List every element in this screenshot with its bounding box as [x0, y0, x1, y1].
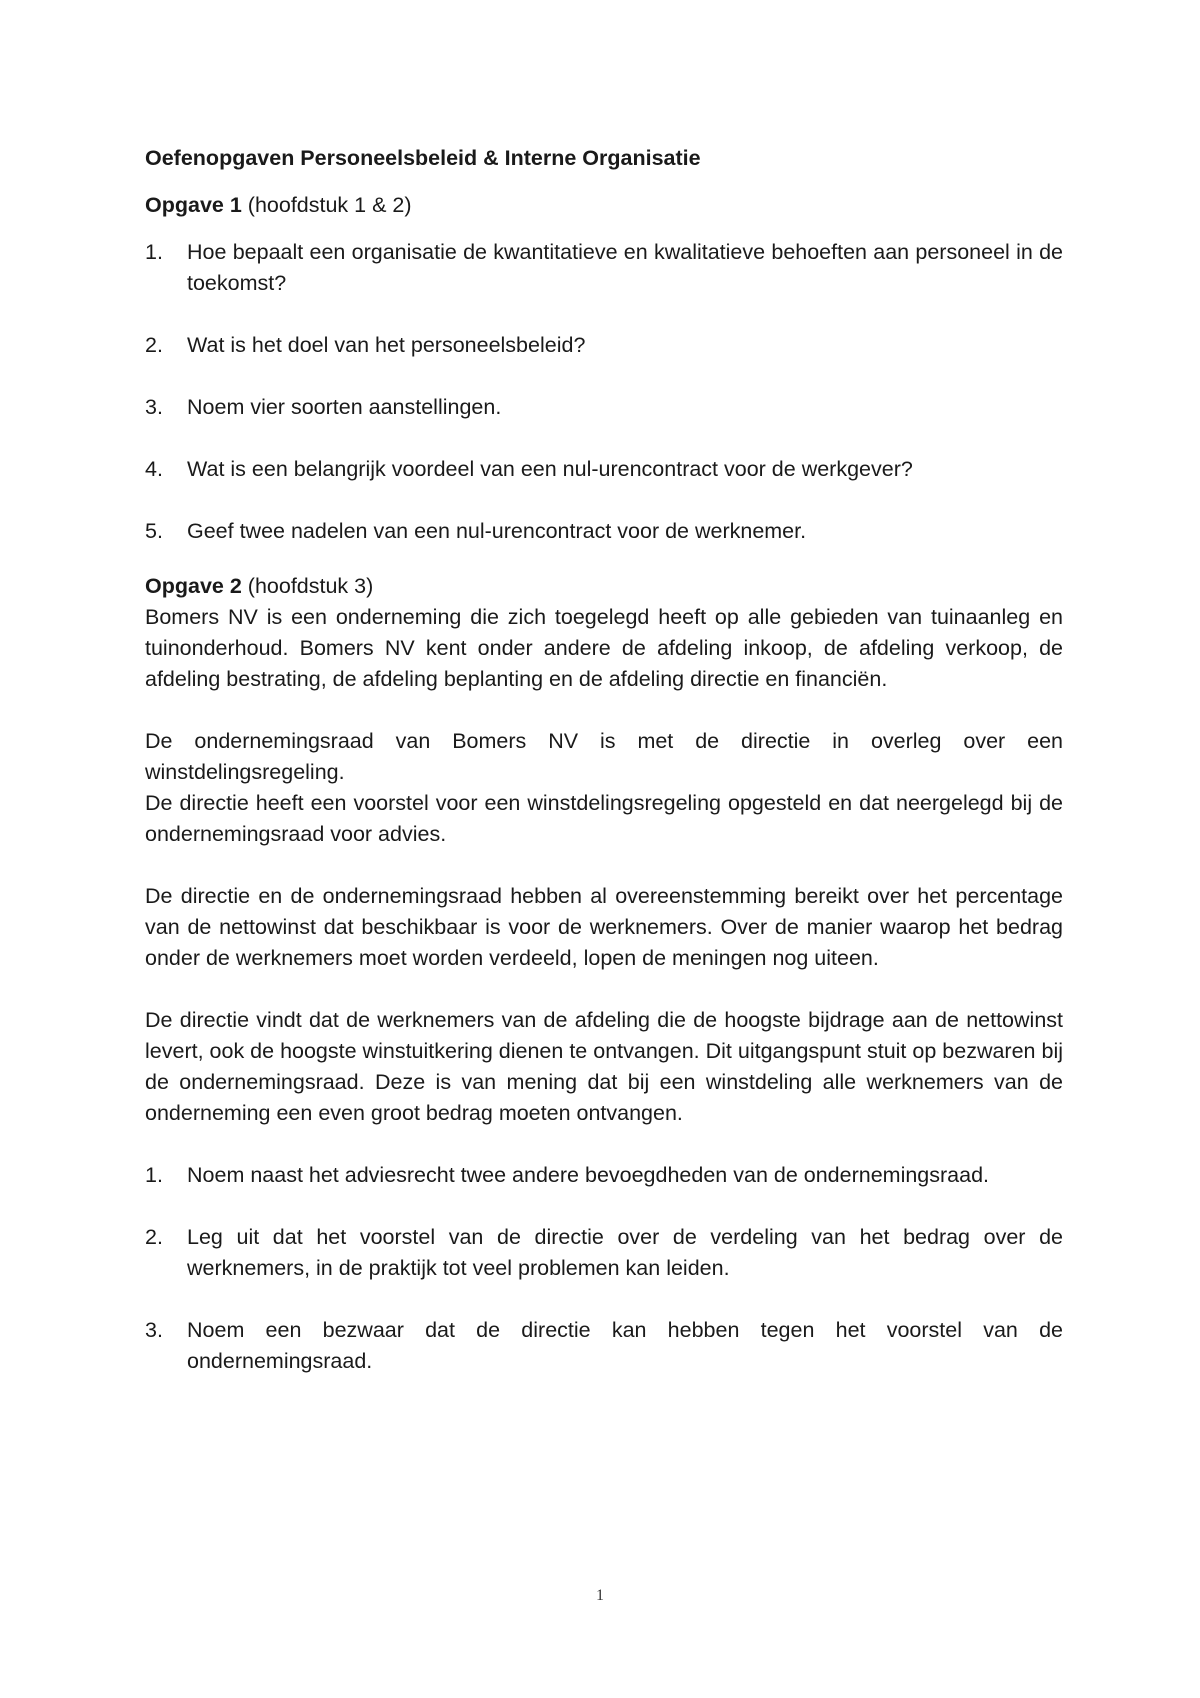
- question-number: 5.: [145, 519, 163, 543]
- opgave1-question-list: [145, 237, 1063, 547]
- question-text: Leg uit dat het voorstel van de directie over de verdeling van het bedrag over de werknemers, in de praktijk tot veel problemen kan leiden.: [187, 1225, 1063, 1280]
- opgave1-label: Opgave 1: [145, 193, 242, 217]
- question-text: Wat is het doel van het personeelsbeleid?: [187, 333, 586, 357]
- list-item: [145, 1222, 1063, 1284]
- question-text: Noem een bezwaar dat de directie kan hebben tegen het voorstel van de ondernemingsraad.: [187, 1318, 1063, 1373]
- case-paragraph: De directie vindt dat de werknemers van de afdeling die de hoogste bijdrage aan de nettowinst levert, ook de hoogste winstuitkering dienen te ontvangen. Dit uitgangspunt stuit op bezwaren bij de ondernemingsraad. Deze is van mening dat bij een winstdeling alle werknemers van de onderneming een even groot bedrag moeten ontvangen.: [145, 1008, 1063, 1125]
- case-paragraph: Bomers NV is een onderneming die zich toegelegd heeft op alle gebieden van tuinaanleg en tuinonderhoud. Bomers NV kent onder andere de afdeling inkoop, de afdeling verkoop, de afdeling bestrating, de afdeling beplanting en de afdeling directie en financiën.: [145, 605, 1063, 691]
- list-item: [145, 330, 1063, 361]
- question-number: 4.: [145, 457, 163, 481]
- list-item: [145, 237, 1063, 299]
- page-number: 1: [596, 1587, 604, 1604]
- list-item: [145, 516, 1063, 547]
- case-paragraph: De directie heeft een voorstel voor een winstdelingsregeling opgesteld en dat neergelegd bij de ondernemingsraad voor advies.: [145, 791, 1063, 846]
- question-number: 2.: [145, 1225, 163, 1249]
- question-text: Geef twee nadelen van een nul-urencontract voor de werknemer.: [187, 519, 807, 543]
- question-text: Noem vier soorten aanstellingen.: [187, 395, 502, 419]
- case-paragraph: De directie en de ondernemingsraad hebben al overeenstemming bereikt over het percentage van de nettowinst dat beschikbaar is voor de werknemers. Over de manier waarop het bedrag onder de werknemers moet worden verdeeld, lopen de meningen nog uiteen.: [145, 884, 1063, 970]
- question-text: Hoe bepaalt een organisatie de kwantitatieve en kwalitatieve behoeften aan personeel in de toekomst?: [187, 240, 1063, 295]
- question-text: Noem naast het adviesrecht twee andere bevoegdheden van de ondernemingsraad.: [187, 1163, 990, 1187]
- document-page: [145, 143, 1063, 1408]
- list-item: [145, 1160, 1063, 1191]
- document-title: Oefenopgaven Personeelsbeleid & Interne Organisatie: [145, 146, 701, 170]
- list-item: [145, 1315, 1063, 1377]
- opgave1-heading: [145, 190, 1063, 221]
- opgave2-subtitle: (hoofdstuk 3): [247, 574, 374, 598]
- opgave1-subtitle: (hoofdstuk 1 & 2): [247, 193, 412, 217]
- opgave2-question-list: [145, 1160, 1063, 1377]
- list-item: [145, 392, 1063, 423]
- case-paragraph: De ondernemingsraad van Bomers NV is met de directie in overleg over een winstdelingsregeling.: [145, 729, 1063, 784]
- question-number: 3.: [145, 395, 163, 419]
- question-number: 1.: [145, 240, 163, 264]
- question-number: 1.: [145, 1163, 163, 1187]
- question-number: 3.: [145, 1318, 163, 1342]
- opgave2-label: Opgave 2: [145, 574, 242, 598]
- question-number: 2.: [145, 333, 163, 357]
- opgave2-heading: [145, 571, 1063, 602]
- list-item: [145, 454, 1063, 485]
- question-text: Wat is een belangrijk voordeel van een nul-urencontract voor de werkgever?: [187, 457, 913, 481]
